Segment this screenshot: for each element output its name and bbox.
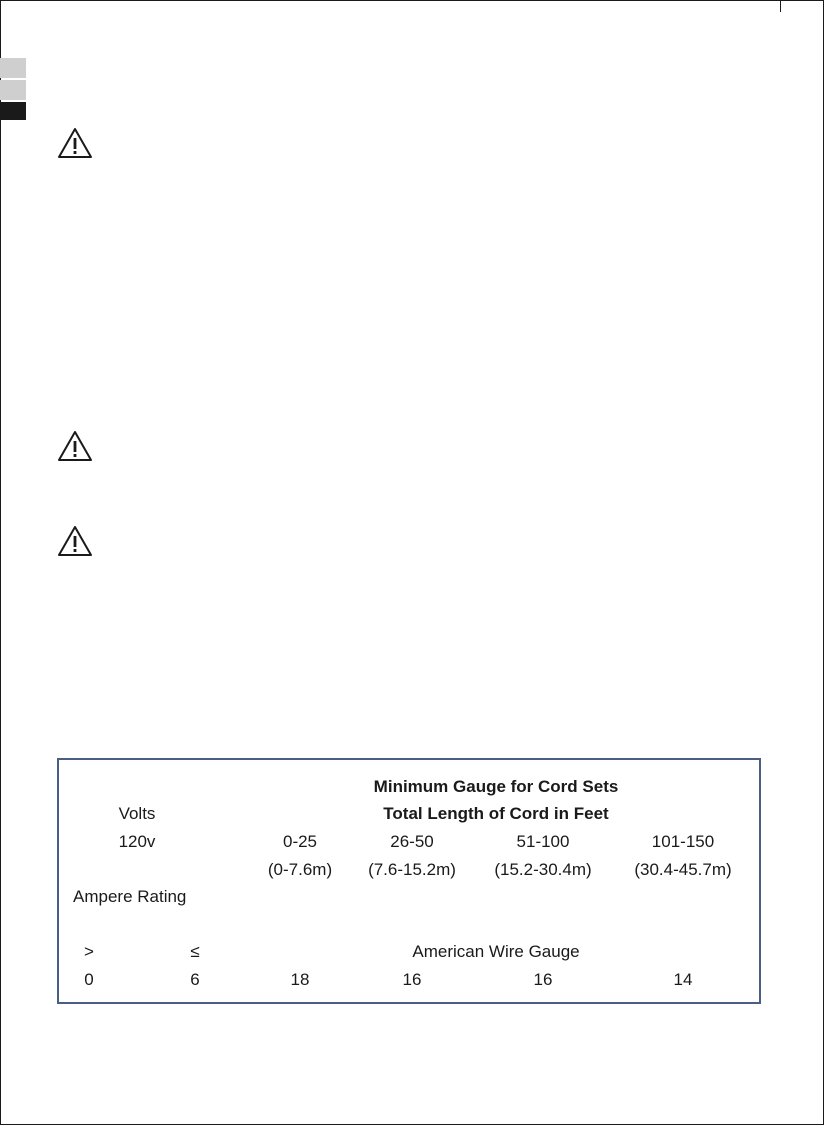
warning-triangle-icon	[57, 127, 93, 159]
gauge-value-4: 14	[673, 970, 693, 989]
gauge-value-3: 16	[533, 970, 553, 989]
length-meters-3: (15.2-30.4m)	[494, 860, 592, 879]
crop-mark	[780, 0, 781, 12]
greater-than-symbol: >	[84, 942, 94, 961]
length-meters-2: (7.6-15.2m)	[368, 860, 456, 879]
warning-triangle-icon	[57, 430, 93, 462]
volts-label: Volts	[118, 804, 156, 823]
section-tab-active	[0, 102, 26, 120]
length-meters-4: (30.4-45.7m)	[634, 860, 732, 879]
awg-label: American Wire Gauge	[412, 942, 580, 961]
length-feet-2: 26-50	[390, 832, 434, 851]
volts-value: 120v	[118, 832, 156, 851]
gauge-value-1: 18	[290, 970, 310, 989]
ampere-rating-label: Ampere Rating	[73, 887, 187, 906]
table-subtitle: Total Length of Cord in Feet	[383, 804, 609, 823]
table-title: Minimum Gauge for Cord Sets	[373, 777, 619, 796]
section-tab-1	[0, 58, 26, 78]
less-equal-symbol: ≤	[190, 942, 200, 961]
section-tab-2	[0, 80, 26, 100]
cord-gauge-table	[57, 758, 761, 1004]
length-feet-3: 51-100	[516, 832, 570, 851]
warning-triangle-icon	[57, 525, 93, 557]
length-meters-1: (0-7.6m)	[267, 860, 333, 879]
gauge-value-2: 16	[402, 970, 422, 989]
length-feet-4: 101-150	[651, 832, 715, 851]
length-feet-1: 0-25	[282, 832, 318, 851]
ampere-max: 6	[190, 970, 200, 989]
ampere-min: 0	[84, 970, 94, 989]
